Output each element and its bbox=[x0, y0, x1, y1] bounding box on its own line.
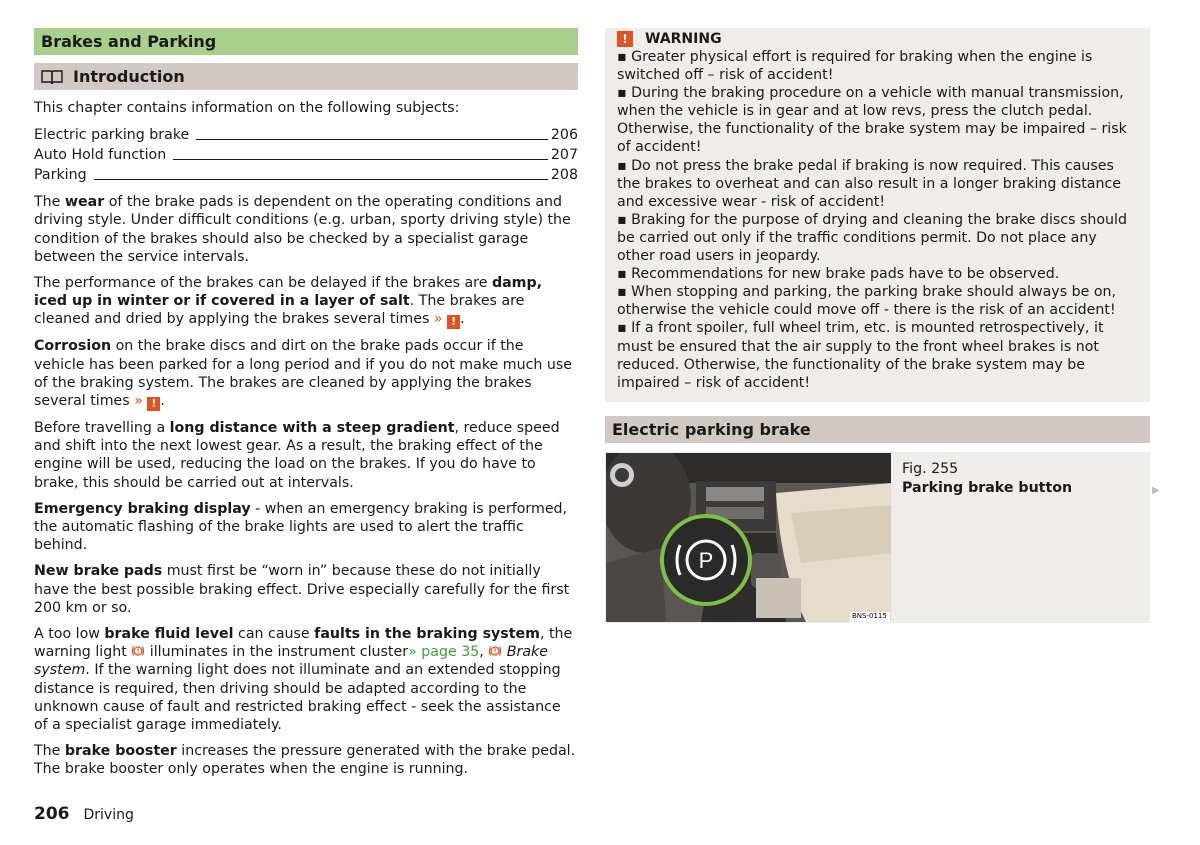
corrosion-paragraph: Corrosion on the brake discs and dirt on the brake pads occur if the vehicle has been parked for a long period and if you do not make much use of the braking system. The brakes are cleaned by applying the brakes several times » ! . bbox=[34, 338, 572, 411]
gradient-paragraph: Before travelling a long distance with a steep gradient, reduce speed and shift into the next lowest gear. As a result, the braking effect of the engine will be used, reducing the load on the brakes. If you do have to brake, this should be carried out at intervals. bbox=[34, 420, 560, 491]
toc-leader-line bbox=[196, 139, 548, 140]
warning-header bbox=[617, 30, 1138, 48]
table-of-contents bbox=[34, 125, 578, 185]
warning-item: ▪ When stopping and parking, the parking brake should always be on, otherwise the vehicle could move off - there is the risk of an accident! bbox=[617, 284, 1117, 319]
brake-warning-light-icon bbox=[131, 645, 145, 657]
warning-item: ▪ Braking for the purpose of drying and cleaning the brake discs should be carried out only if the traffic conditions permit. Do not place any other road users in jeopardy. bbox=[617, 211, 1128, 265]
figure-number: Fig. 255 bbox=[902, 460, 959, 477]
emergency-braking-paragraph: Emergency braking display - when an emergency braking is performed, the automatic flashing of the brake lights are used to alert the traffic behind. bbox=[34, 500, 568, 554]
toc-page: 208 bbox=[550, 167, 578, 184]
toc-page: 207 bbox=[550, 147, 578, 164]
brake-fluid-paragraph: A too low brake fluid level can cause faults in the braking system, the warning light illuminates in the instrument cluster» page 35, Brake system. If the warning light does not illuminate and an extended stopping distance is required, then driving should be adapted according to the unknown cause of fault and restricted braking effect - seek the assistance of a specialist garage immediately. bbox=[34, 626, 573, 734]
figure-caption bbox=[902, 460, 1072, 498]
toc-leader-line bbox=[173, 159, 548, 160]
wear-paragraph: The wear of the brake pads is dependent on the operating conditions and driving style. Under difficult conditions (e.g. urban, sporty driving style) the condition of the brakes should also be checked by a specialist garage between the service intervals. bbox=[34, 194, 571, 265]
intro-text: This chapter contains information on the following subjects: bbox=[34, 100, 460, 116]
figure-title: Parking brake button bbox=[902, 479, 1073, 496]
warning-title: WARNING bbox=[645, 31, 722, 47]
left-column bbox=[34, 28, 578, 779]
figure-box bbox=[605, 452, 1150, 623]
warning-item: ▪ If a front spoiler, full wheel trim, etc. is mounted retrospectively, it must be ensured that the air supply to the front wheel brakes is not reduced. Otherwise, the functionality of the brake system may be impaired – risk of accident! bbox=[617, 320, 1104, 391]
book-icon bbox=[41, 69, 63, 85]
section-title: Brakes and Parking bbox=[34, 28, 578, 55]
cross-reference-link[interactable]: » bbox=[134, 393, 143, 410]
page-number: 206 bbox=[34, 804, 70, 824]
page-footer bbox=[34, 804, 134, 824]
damp-brakes-paragraph: The performance of the brakes can be delayed if the brakes are damp, iced up in winter or if covered in a layer of salt. The brakes are cleaned and dried by applying the brakes several times » ! . bbox=[34, 275, 542, 329]
electric-parking-brake-heading: Electric parking brake bbox=[605, 416, 1150, 443]
toc-entry[interactable] bbox=[34, 125, 578, 145]
svg-text:P: P bbox=[698, 547, 714, 573]
right-column bbox=[605, 28, 1150, 623]
toc-label: Parking bbox=[34, 167, 87, 184]
warning-box bbox=[605, 28, 1150, 402]
image-code: BNS-0115 bbox=[852, 611, 887, 620]
brake-booster-paragraph: The brake booster increases the pressure generated with the brake pedal. The brake booster only operates when the engine is running. bbox=[34, 743, 576, 778]
warning-item: ▪ Recommendations for new brake pads have to be observed. bbox=[617, 266, 1060, 283]
introduction-heading bbox=[34, 63, 578, 90]
toc-label: Electric parking brake bbox=[34, 127, 190, 144]
warning-icon: ! bbox=[447, 315, 460, 329]
toc-page: 206 bbox=[550, 127, 578, 144]
chapter-name: Driving bbox=[83, 807, 134, 823]
warning-icon: ! bbox=[617, 31, 633, 47]
page-link[interactable]: » page 35 bbox=[408, 644, 480, 661]
warning-icon: ! bbox=[147, 397, 160, 411]
toc-label: Auto Hold function bbox=[34, 147, 167, 164]
parking-brake-photo bbox=[606, 453, 891, 622]
warning-item: ▪ Do not press the brake pedal if braking is now required. This causes the brakes to overheat and can also result in a longer braking distance and excessive wear - risk of accident! bbox=[617, 157, 1122, 210]
warning-item: ▪ During the braking procedure on a vehicle with manual transmission, when the vehicle is in gear and at low revs, press the clutch pedal. Otherwise, the functionality of the brake system may be impaired – risk of accident! bbox=[617, 85, 1127, 156]
cross-reference-link[interactable]: » bbox=[433, 311, 443, 328]
toc-entry[interactable] bbox=[34, 145, 578, 165]
next-page-arrow-icon[interactable]: ▶ bbox=[1152, 485, 1160, 496]
introduction-title: Introduction bbox=[73, 67, 185, 86]
toc-entry[interactable] bbox=[34, 165, 578, 185]
warning-item: ▪ Greater physical effort is required for braking when the engine is switched off – risk of accident! bbox=[617, 49, 1093, 84]
new-brake-pads-paragraph: New brake pads must first be “worn in” because these do not initially have the best possible braking effect. Drive especially carefully for the first 200 km or so. bbox=[34, 563, 570, 616]
brake-warning-light-icon bbox=[488, 645, 502, 657]
toc-leader-line bbox=[94, 179, 548, 180]
